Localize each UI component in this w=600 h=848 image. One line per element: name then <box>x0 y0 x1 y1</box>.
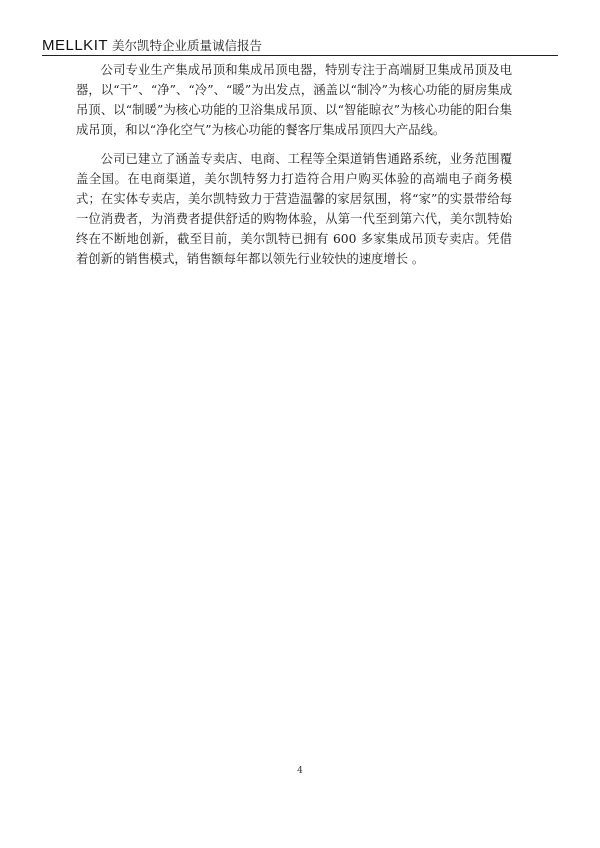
page-number: 4 <box>297 766 303 776</box>
report-title: 美尔凯特企业质量诚信报告 <box>112 38 263 54</box>
brand-name: MELLKIT <box>42 37 109 54</box>
paragraph-product-lines: 公司专业生产集成吊顶和集成吊顶电器，特别专注于高端厨卫集成吊顶及电器，以“干”、“净”、“冷”、“暖”为出发点，涵盖以“制冷”为核心功能的厨房集成吊顶、以“制暖”为核心功能的卫浴集成吊顶、以“智能晾衣”为核心功能的阳台集成吊顶，和以“净化空气”为核心功能的餐客厅集成吊顶四大产品线。 <box>76 63 512 137</box>
body-text <box>76 60 512 278</box>
page-header <box>42 34 558 56</box>
paragraph-sales-channels: 公司已建立了涵盖专卖店、电商、工程等全渠道销售通路系统，业务范围覆盖全国。在电商渠道，美尔凯特努力打造符合用户购买体验的高端电子商务模式；在实体专卖店，美尔凯特致力于营造温馨的家居氛围，将“家”的实景带给每一位消费者，为消费者提供舒适的购物体验，从第一代至到第六代，美尔凯特始终在不断地创新，截至目前，美尔凯特已拥有 600 多家集成吊顶专卖店。凭借着创新的销售模式，销售额每年都以领先行业较快的速度增长 。 <box>76 152 512 266</box>
